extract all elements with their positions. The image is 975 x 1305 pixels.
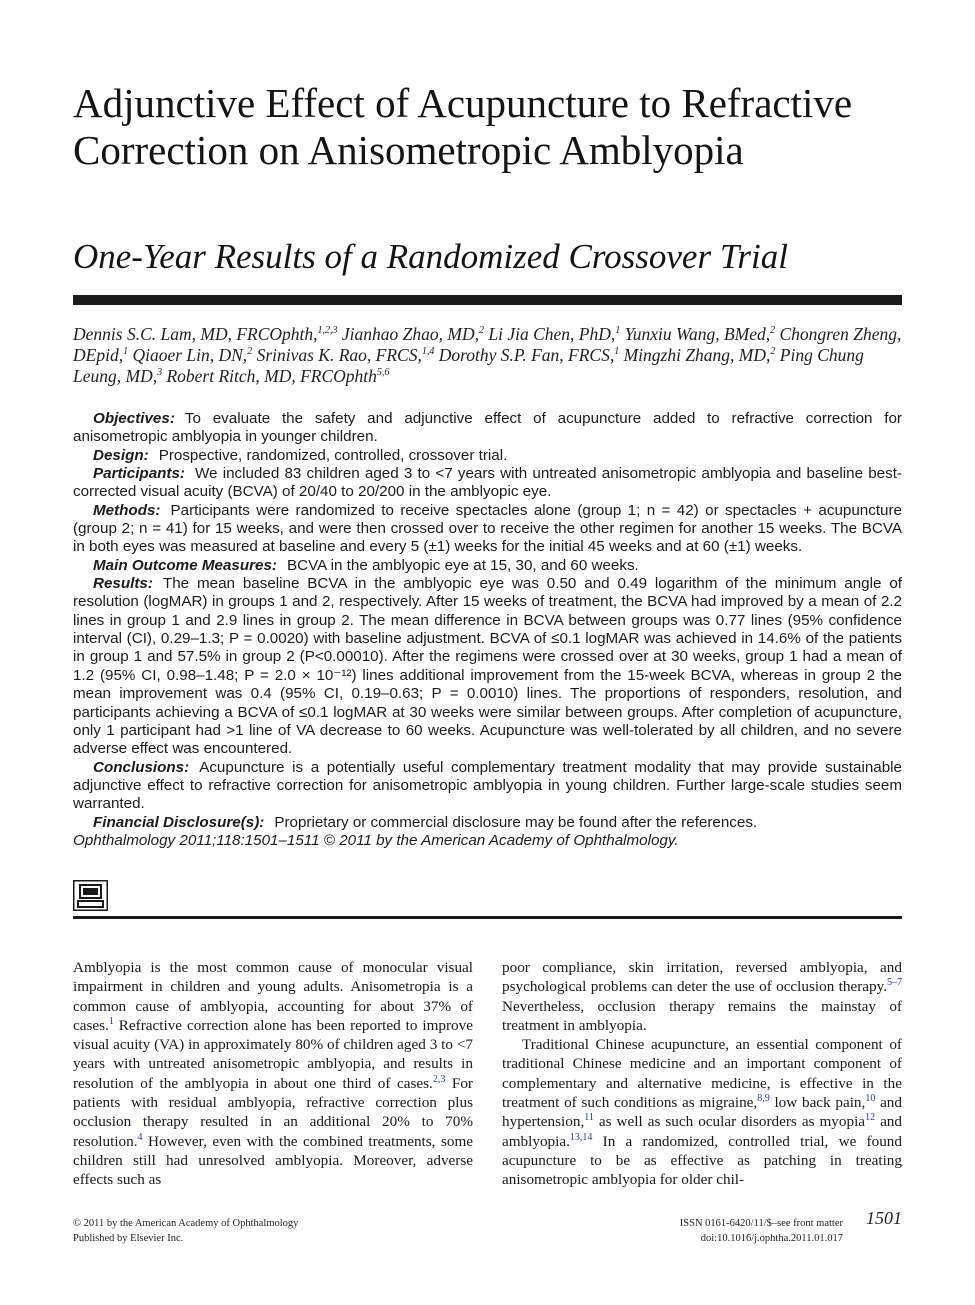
author-name: Robert Ritch, MD, FRCOphth <box>166 366 377 386</box>
author-name: Li Jia Chen, PhD, <box>488 324 616 344</box>
financial-label: Financial Disclosure(s): <box>93 813 265 831</box>
citation-text: Ophthalmology 2011;118:1501–1511 © 2011 by the American Academy of Ophthalmology. <box>73 831 679 849</box>
article-title: Adjunctive Effect of Acupuncture to Refractive Correction on Anisometropic Amblyopia <box>73 80 853 173</box>
author-name: Srinivas K. Rao, FRCS, <box>256 345 422 365</box>
citation-ref[interactable]: 8,9 <box>757 1093 770 1105</box>
abstract-participants <box>73 465 902 502</box>
author-affiliation: 1 <box>614 346 620 358</box>
header-rule <box>73 295 902 305</box>
participants-text: We included 83 children aged 3 to <7 years with untreated anisometropic amblyopia and baseline best-corrected visual acuity (BCVA) of 20/40 to 20/200 in the amblyopic eye. <box>73 465 902 501</box>
abstract-citation <box>73 832 902 850</box>
body-paragraph: Traditional Chinese acupuncture, an essential component of traditional Chinese medicine and an important component of complementary and alternative medicine, is effective in the treatment of such conditions as migraine,$^{8,9}$ low back pain,$^{10}$ and hypertension,$^{11}$ as well as such ocular disorders as myopia$^{12}$ and amblyopia.$^{13,14}$ In a randomized, controlled trial, we found acupuncture to be as effective as patching in treating anisometropic amblyopia for older chil- <box>502 1036 902 1189</box>
author-affiliation: 2 <box>770 325 776 337</box>
author-affiliation: 2 <box>478 325 484 337</box>
body-paragraph: poor compliance, skin irritation, reversed amblyopia, and psychological problems can deter the use of occlusion therapy.$^{5-7}$ Nevertheless, occlusion therapy remains the mainstay of treatment in amblyopia. <box>502 959 902 1034</box>
author <box>342 324 484 344</box>
page-number: 1501 <box>866 1208 902 1228</box>
author-affiliation: 1,2,3 <box>317 325 338 337</box>
author-name: Qiaoer Lin, DN, <box>132 345 248 365</box>
author-affiliation: 2 <box>770 346 776 358</box>
issn-text: ISSN 0161-6420/11/$–see front matter <box>679 1218 843 1229</box>
abstract-methods <box>73 502 902 557</box>
author <box>488 324 620 344</box>
design-text: Prospective, randomized, controlled, crossover trial. <box>158 446 508 464</box>
author-name: Yunxiu Wang, BMed, <box>624 324 771 344</box>
objectives-label: Objectives: <box>93 410 175 427</box>
citation-ref[interactable]: 5–7 <box>887 977 902 989</box>
author-affiliation: 1 <box>615 325 621 337</box>
citation-ref[interactable]: 1 <box>108 1015 114 1027</box>
section-rule <box>73 916 902 919</box>
results-label: Results: <box>93 575 153 593</box>
author <box>439 345 619 365</box>
computer-icon[interactable] <box>73 880 108 911</box>
design-label: Design: <box>93 446 149 464</box>
author-affiliation: 3 <box>157 367 163 379</box>
results-text: The mean baseline BCVA in the amblyopic eye was 0.50 and 0.49 logarithm of the minimum angle of resolution (logMAR) in groups 1 and 2, respectively. After 15 weeks of treatment, the BCVA had improved by a mean of 2.2 lines in group 1 and 2.9 lines in group 2. The mean difference in BCVA between groups was 0.77 lines (95% confidence interval (CI), 0.29–1.3; P = 0.0020) with baseline adjustment. BCVA of ≤0.1 logMAR was achieved in 14.6% of the patients in group 1 and 57.5% in group 2 (P<0.00010). After the regimens were crossed over at 30 weeks, group 1 had a mean of 1.2 (95% CI, 0.98–1.48; P = 2.0 × 10⁻¹²) lines additional improvement from the 15-week BCVA, whereas in group 2 the mean improvement was 0.4 (95% CI, 0.19–0.63; P = 0.0010) lines. The proportions of responders, resolution, and participants achieving a BCVA of ≤0.1 logMAR at 30 weeks were similar between groups. After completion of acupuncture, only 1 participant had >1 line of VA decrease to 60 weeks. Acupuncture was well-tolerated by all children, and no severe adverse effect was encountered. <box>73 575 902 758</box>
citation-ref[interactable]: 4 <box>137 1131 143 1143</box>
author-list <box>73 324 902 387</box>
methods-text: Participants were randomized to receive spectacles alone (group 1; n = 42) or spectacles + acupuncture (group 2; n = 41) for 15 weeks, and were then crossed over to receive the other regimen for another 15 weeks. The BCVA in both eyes was measured at baseline and every 5 (±1) weeks for the initial 45 weeks and at 60 (±1) weeks. <box>73 501 902 556</box>
author <box>166 366 389 386</box>
citation-ref[interactable]: 11 <box>584 1112 594 1124</box>
author <box>257 345 435 365</box>
abstract-objectives <box>73 410 902 447</box>
publisher-text: Published by Elsevier Inc. <box>73 1233 184 1244</box>
outcome-label: Main Outcome Measures: <box>93 556 277 574</box>
participants-label: Participants: <box>93 465 185 483</box>
body-paragraph: Amblyopia is the most common cause of monocular visual impairment in children and young adults. Anisometropia is a common cause of amblyopia, accounting for about 37% of cases.$^1$ Refractive correction alone has been reported to improve visual acuity (VA) in approximately 80% of children aged 3 to <7 years with untreated anisometropic amblyopia, and results in resolution of the amblyopia in about one third of cases.$^{2,3}$ For patients with residual amblyopia, refractive correction plus occlusion therapy resulted in an additional 20% to 70% resolution.$^4$ However, even with the combined treatments, some children still had unresolved amblyopia. Moreover, adverse effects such as <box>73 959 473 1189</box>
author-name: Dorothy S.P. Fan, FRCS, <box>438 345 615 365</box>
author-name: Chongren Zheng, DEpid, <box>73 324 902 365</box>
methods-label: Methods: <box>93 501 161 519</box>
author-name: Jianhao Zhao, MD, <box>341 324 479 344</box>
author-affiliation: 1,4 <box>421 346 435 358</box>
abstract-outcome <box>73 557 902 575</box>
doi-text: doi:10.1016/j.ophtha.2011.01.017 <box>700 1233 843 1244</box>
body-column-right <box>502 958 902 1190</box>
article-subtitle: One-Year Results of a Randomized Crossover Trial <box>73 237 788 276</box>
author-affiliation: 5,6 <box>376 367 390 379</box>
conclusions-label: Conclusions: <box>93 758 190 776</box>
financial-text: Proprietary or commercial disclosure may be found after the references. <box>274 813 758 831</box>
citation-ref[interactable]: 10 <box>865 1093 876 1105</box>
author <box>73 324 338 344</box>
copyright-text: © 2011 by the American Academy of Ophthalmology <box>73 1218 299 1229</box>
author-affiliation: 1 <box>123 346 129 358</box>
author-name: Dennis S.C. Lam, MD, FRCOphth, <box>73 324 318 344</box>
abstract-results <box>73 575 902 758</box>
abstract-conclusions <box>73 759 902 814</box>
citation-ref[interactable]: 13,14 <box>569 1131 593 1143</box>
conclusions-text: Acupuncture is a potentially useful complementary treatment modality that may provide sustainable adjunctive effect to refractive correction for anisometropic amblyopia in young children. Further large-scale studies seem warranted. <box>73 758 902 813</box>
citation-ref[interactable]: 12 <box>865 1112 876 1124</box>
author <box>624 345 776 365</box>
author <box>132 345 252 365</box>
author-name: Mingzhi Zhang, MD, <box>623 345 771 365</box>
footer-right <box>680 1216 843 1246</box>
author <box>625 324 776 344</box>
objectives-text: To evaluate the safety and adjunctive effect of acupuncture added to refractive correction for anisometropic amblyopia in younger children. <box>73 410 902 446</box>
body-column-left <box>73 958 473 1190</box>
abstract-financial <box>73 814 902 832</box>
abstract-design <box>73 447 902 465</box>
abstract <box>73 410 902 850</box>
author-name: Ping Chung Leung, MD, <box>73 345 864 386</box>
author-affiliation: 2 <box>247 346 253 358</box>
footer-left <box>73 1216 298 1246</box>
citation-ref[interactable]: 2,3 <box>432 1073 446 1085</box>
outcome-text: BCVA in the amblyopic eye at 15, 30, and 60 weeks. <box>287 556 639 574</box>
